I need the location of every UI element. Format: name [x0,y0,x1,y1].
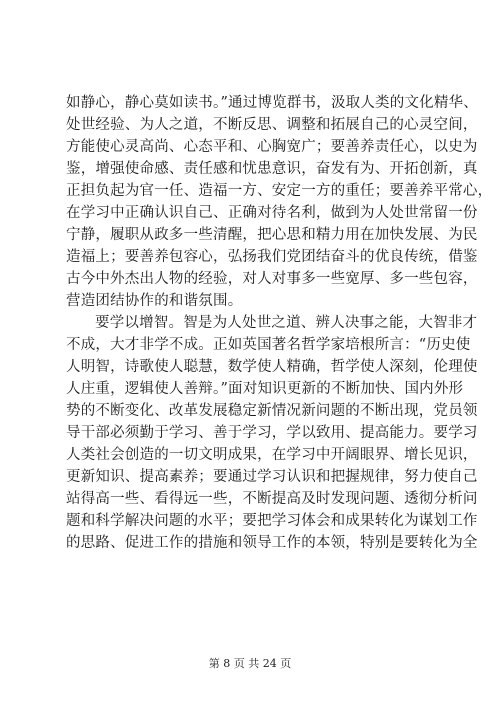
text-line: 人明智，诗歌使人聪慧，数学使人精确，哲学使人深刻，伦理使 [66,359,478,375]
text-line: 更新知识、提高素养；要通过学习认识和把握规律，努力使自己 [66,469,478,485]
paragraph-start-line: 要学以增智。智是为人处世之道、辨人决事之能，大智非才 [95,315,478,331]
text-line: 古今中外杰出人物的经验，对人对事多一些宽厚、多一些包容， [66,271,478,287]
text-line: 方能使心灵高尚、心态平和、心胸宽广；要善养责任心，以史为 [66,139,478,155]
text-line: 站得高一些、看得远一些，不断提高及时发现问题、透彻分析问 [66,491,478,507]
text-line: 造福上；要善养包容心，弘扬我们党团结奋斗的优良传统，借鉴 [66,249,478,265]
text-line: 不成，大才非学不成。正如英国著名哲学家培根所言：“历史使 [66,337,471,353]
text-line: 导干部必须勤于学习、善于学习，学以致用、提高能力。要学习 [66,425,478,441]
text-line: 鉴，增强使命感、责任感和忧患意识，奋发有为、开拓创新，真 [66,161,478,177]
text-line: 人类社会创造的一切文明成果，在学习中开阔眼界、增长见识， [66,447,478,463]
text-line: 正担负起为官一任、造福一方、安定一方的重任；要善养平常心， [66,183,493,199]
text-line: 的思路、促进工作的措施和领导工作的本领，特别是要转化为全 [66,535,478,551]
text-line: 宁静，履职从政多一些清醒，把心思和精力用在加快发展、为民 [66,227,478,243]
text-line: 在学习中正确认识自己、正确对待名利，做到为人处世常留一份 [66,205,478,221]
text-line: 人庄重，逻辑使人善辩。”面对知识更新的不断加快、国内外形 [66,381,464,397]
text-line: 如静心，静心莫如读书。”通过博览群书，汲取人类的文化精华、 [66,95,478,111]
text-line: 处世经验、为人之道，不断反思、调整和拓展自己的心灵空间， [66,117,478,133]
body-text [66,92,493,554]
page-number-footer: 第 8 页 共 24 页 [208,657,292,670]
paragraph-end-line: 营造团结协作的和谐氛围。 [66,293,243,309]
text-line: 势的不断变化、改革发展稳定新情况新问题的不断出现，党员领 [66,403,478,419]
text-line: 题和科学解决问题的水平；要把学习体会和成果转化为谋划工作 [66,513,478,529]
